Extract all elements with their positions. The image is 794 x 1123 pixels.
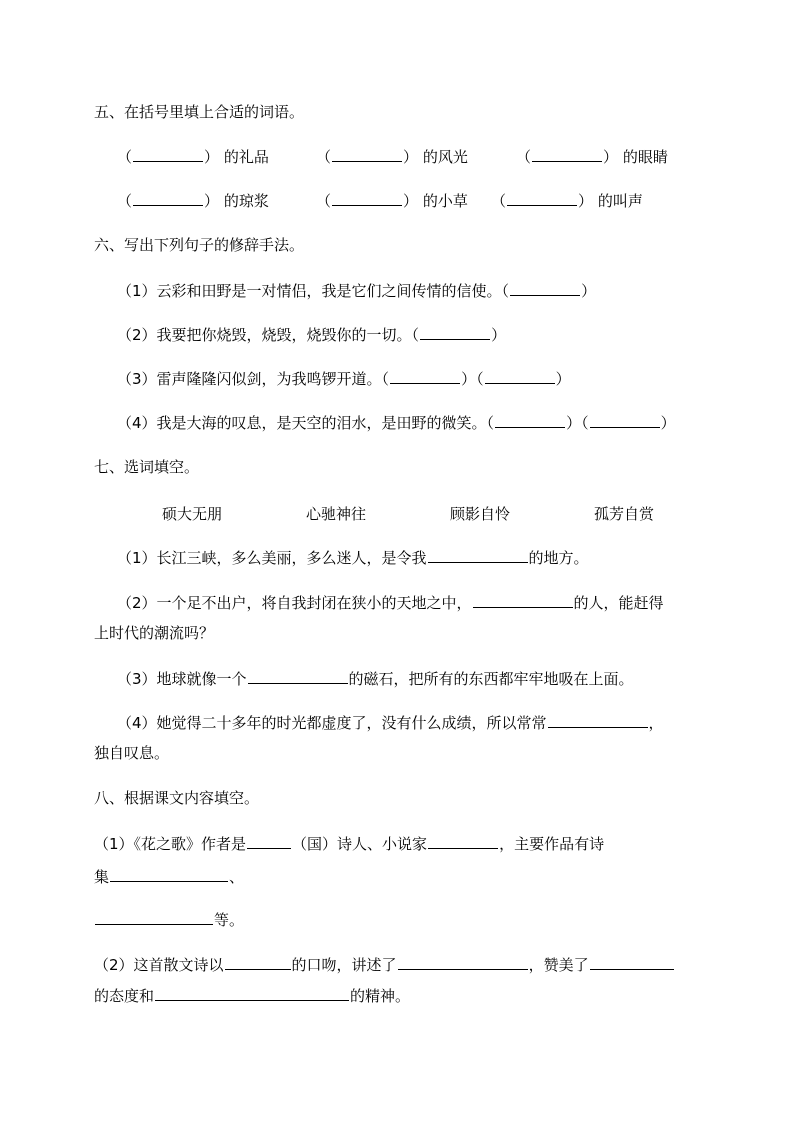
answer-blank[interactable] [507, 190, 577, 206]
question-continued: 等。 [94, 909, 244, 930]
word-option: 顾影自怜 [450, 505, 511, 523]
answer-blank[interactable] [133, 146, 203, 162]
answer-blank[interactable] [248, 668, 348, 684]
answer-blank[interactable] [473, 592, 573, 608]
answer-blank[interactable] [247, 833, 291, 849]
section6-title: 六、写出下列句子的修辞手法。 [94, 236, 305, 254]
answer-blank[interactable] [428, 833, 498, 849]
question: （2）我要把你烧毁，烧毁，烧毁你的一切。（ ） [117, 326, 507, 344]
question: （1）云彩和田野是一对情侣，我是它们之间传情的信使。（ ） [117, 282, 597, 300]
word-option: 心驰神往 [306, 505, 367, 523]
question-continued: 的态度和 的精神。 [94, 987, 411, 1005]
question-continued: 集 、 [94, 868, 245, 886]
fill-item: （ ） 的礼品 [117, 148, 269, 166]
answer-blank[interactable] [590, 954, 674, 970]
answer-blank[interactable] [332, 190, 402, 206]
question: （2）一个足不出户，将自我封闭在狭小的天地之中， 的人，能赶得 [117, 594, 664, 612]
question: （1）《花之歌》作者是 （国）诗人、小说家 ，主要作品有诗 [94, 835, 605, 853]
answer-blank[interactable] [110, 866, 228, 882]
question: （2）这首散文诗以 的口吻，讲述了 ，赞美了 [94, 954, 675, 975]
fill-item: （ ） 的风光 [316, 148, 468, 166]
answer-blank[interactable] [495, 412, 565, 428]
answer-blank[interactable] [510, 280, 580, 296]
answer-blank[interactable] [485, 368, 555, 384]
question: （4）我是大海的叹息，是天空的泪水，是田野的微笑。（ ）（ ） [117, 414, 676, 432]
answer-blank[interactable] [428, 547, 528, 563]
fill-item: （ ） 的叫声 [491, 192, 643, 210]
answer-blank[interactable] [590, 412, 660, 428]
answer-blank[interactable] [398, 954, 528, 970]
answer-blank[interactable] [390, 368, 460, 384]
question: （1）长江三峡，多么美丽，多么迷人，是令我 的地方。 [117, 549, 589, 567]
question-continued: 独自叹息。 [94, 744, 170, 762]
question: （3）雷声隆隆闪似剑，为我鸣锣开道。（ ）（ ） [117, 370, 571, 388]
fill-item: （ ） 的眼睛 [516, 148, 668, 166]
section8-title: 八、根据课文内容填空。 [94, 789, 260, 807]
section7-title: 七、选词填空。 [94, 458, 200, 476]
answer-blank[interactable] [332, 146, 402, 162]
answer-blank[interactable] [548, 712, 648, 728]
answer-blank[interactable] [225, 954, 291, 970]
word-option: 孤芳自赏 [594, 505, 655, 523]
answer-blank[interactable] [532, 146, 602, 162]
answer-blank[interactable] [420, 324, 490, 340]
fill-item: （ ） 的琼浆 [117, 192, 269, 210]
answer-blank[interactable] [133, 190, 203, 206]
question: （3）地球就像一个 的磁石，把所有的东西都牢牢地吸在上面。 [117, 670, 634, 688]
fill-item: （ ） 的小草 [316, 192, 468, 210]
answer-blank[interactable] [95, 909, 213, 925]
word-option: 硕大无朋 [162, 505, 223, 523]
answer-blank[interactable] [155, 985, 349, 1001]
question: （4）她觉得二十多年的时光都虚度了，没有什么成绩，所以常常 ， [117, 714, 664, 732]
section5-title: 五、在括号里填上合适的词语。 [94, 103, 305, 121]
question-continued: 上时代的潮流吗？ [94, 624, 215, 642]
